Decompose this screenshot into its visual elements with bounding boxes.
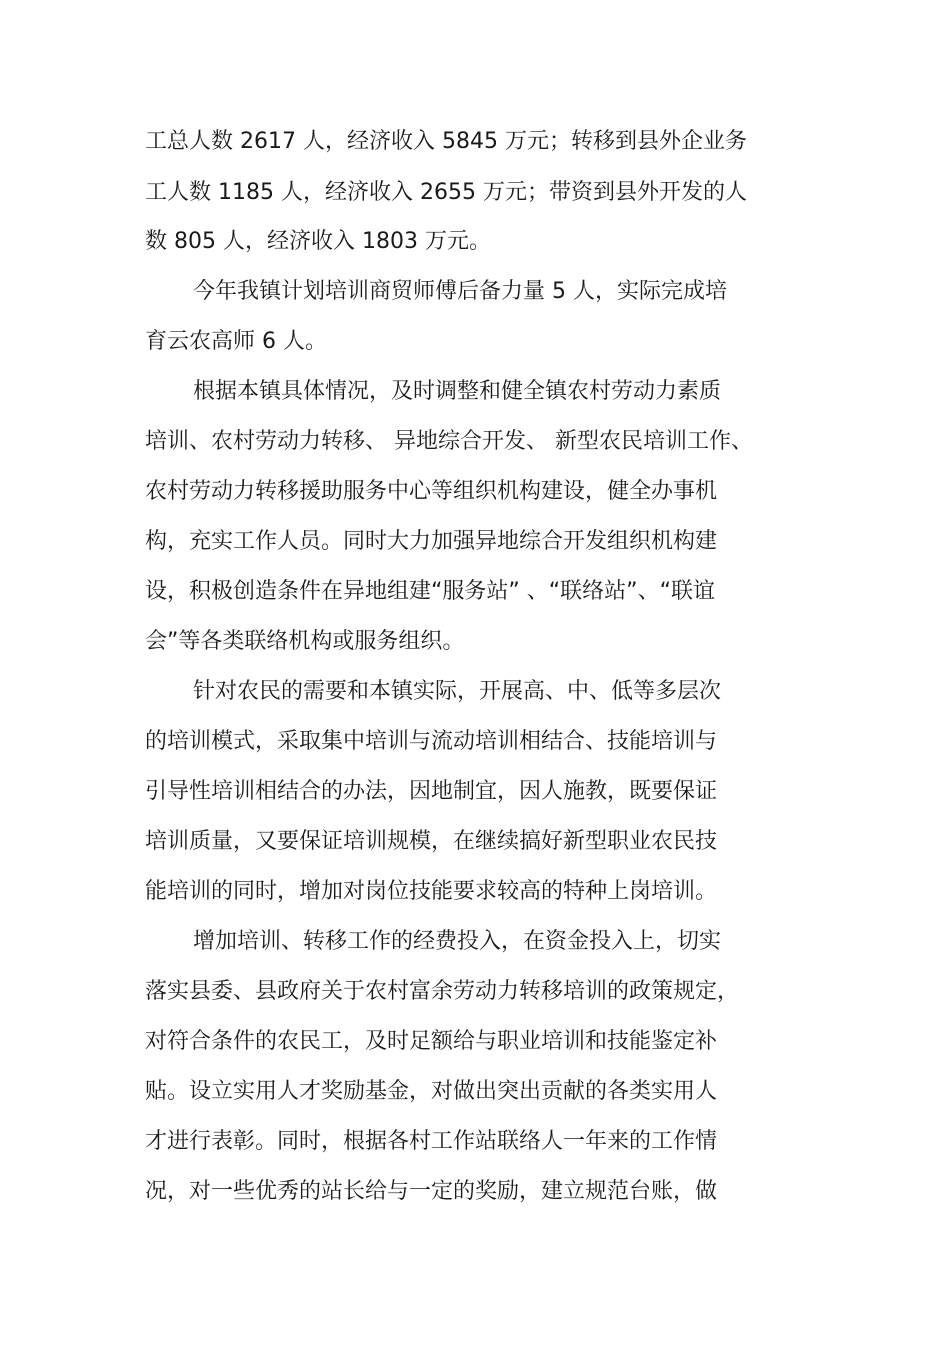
text-line: 工总人数 2617 人，经济收入 5845 万元；转移到县外企业务 [145, 129, 747, 154]
text-line: 对符合条件的农民工，及时足额给与职业培训和技能鉴定补 [145, 1029, 718, 1054]
text-line: 设，积极创造条件在异地组建“服务站” 、“联络站”、“联谊 [145, 579, 715, 604]
text-line: 培训质量，又要保证培训规模，在继续搞好新型职业农民技 [145, 829, 718, 854]
text-line: 落实县委、县政府关于农村富余劳动力转移培训的政策规定， [145, 979, 740, 1004]
text-line: 培训、农村劳动力转移、 异地综合开发、 新型农民培训工作、 [145, 429, 753, 454]
paragraph-first-line: 针对农民的需要和本镇实际，开展高、中、低等多层次 [193, 679, 722, 704]
paragraph-first-line: 今年我镇计划培训商贸师傅后备力量 5 人，实际完成培 [193, 279, 727, 304]
text-line: 会”等各类联络机构或服务组织。 [145, 629, 465, 654]
text-line: 构，充实工作人员。同时大力加强异地综合开发组织机构建 [145, 529, 718, 554]
paragraph-first-line: 根据本镇具体情况，及时调整和健全镇农村劳动力素质 [193, 379, 722, 404]
text-line: 才进行表彰。同时，根据各村工作站联络人一年来的工作情 [145, 1129, 718, 1154]
text-line: 育云农高师 6 人。 [145, 329, 327, 354]
text-line: 贴。设立实用人才奖励基金，对做出突出贡献的各类实用人 [145, 1079, 718, 1104]
text-line: 能培训的同时，增加对岗位技能要求较高的特种上岗培训。 [145, 879, 718, 904]
text-line: 工人数 1185 人，经济收入 2655 万元；带资到县外开发的人 [145, 180, 747, 205]
text-line: 引导性培训相结合的办法，因地制宜，因人施教，既要保证 [145, 779, 718, 804]
text-line: 况，对一些优秀的站长给与一定的奖励，建立规范台账，做 [145, 1179, 718, 1204]
text-line: 数 805 人，经济收入 1803 万元。 [145, 229, 491, 254]
paragraph-first-line: 增加培训、转移工作的经费投入，在资金投入上，切实 [193, 929, 722, 954]
text-line: 的培训模式，采取集中培训与流动培训相结合、技能培训与 [145, 729, 718, 754]
text-line: 农村劳动力转移援助服务中心等组织机构建设，健全办事机 [145, 479, 718, 504]
